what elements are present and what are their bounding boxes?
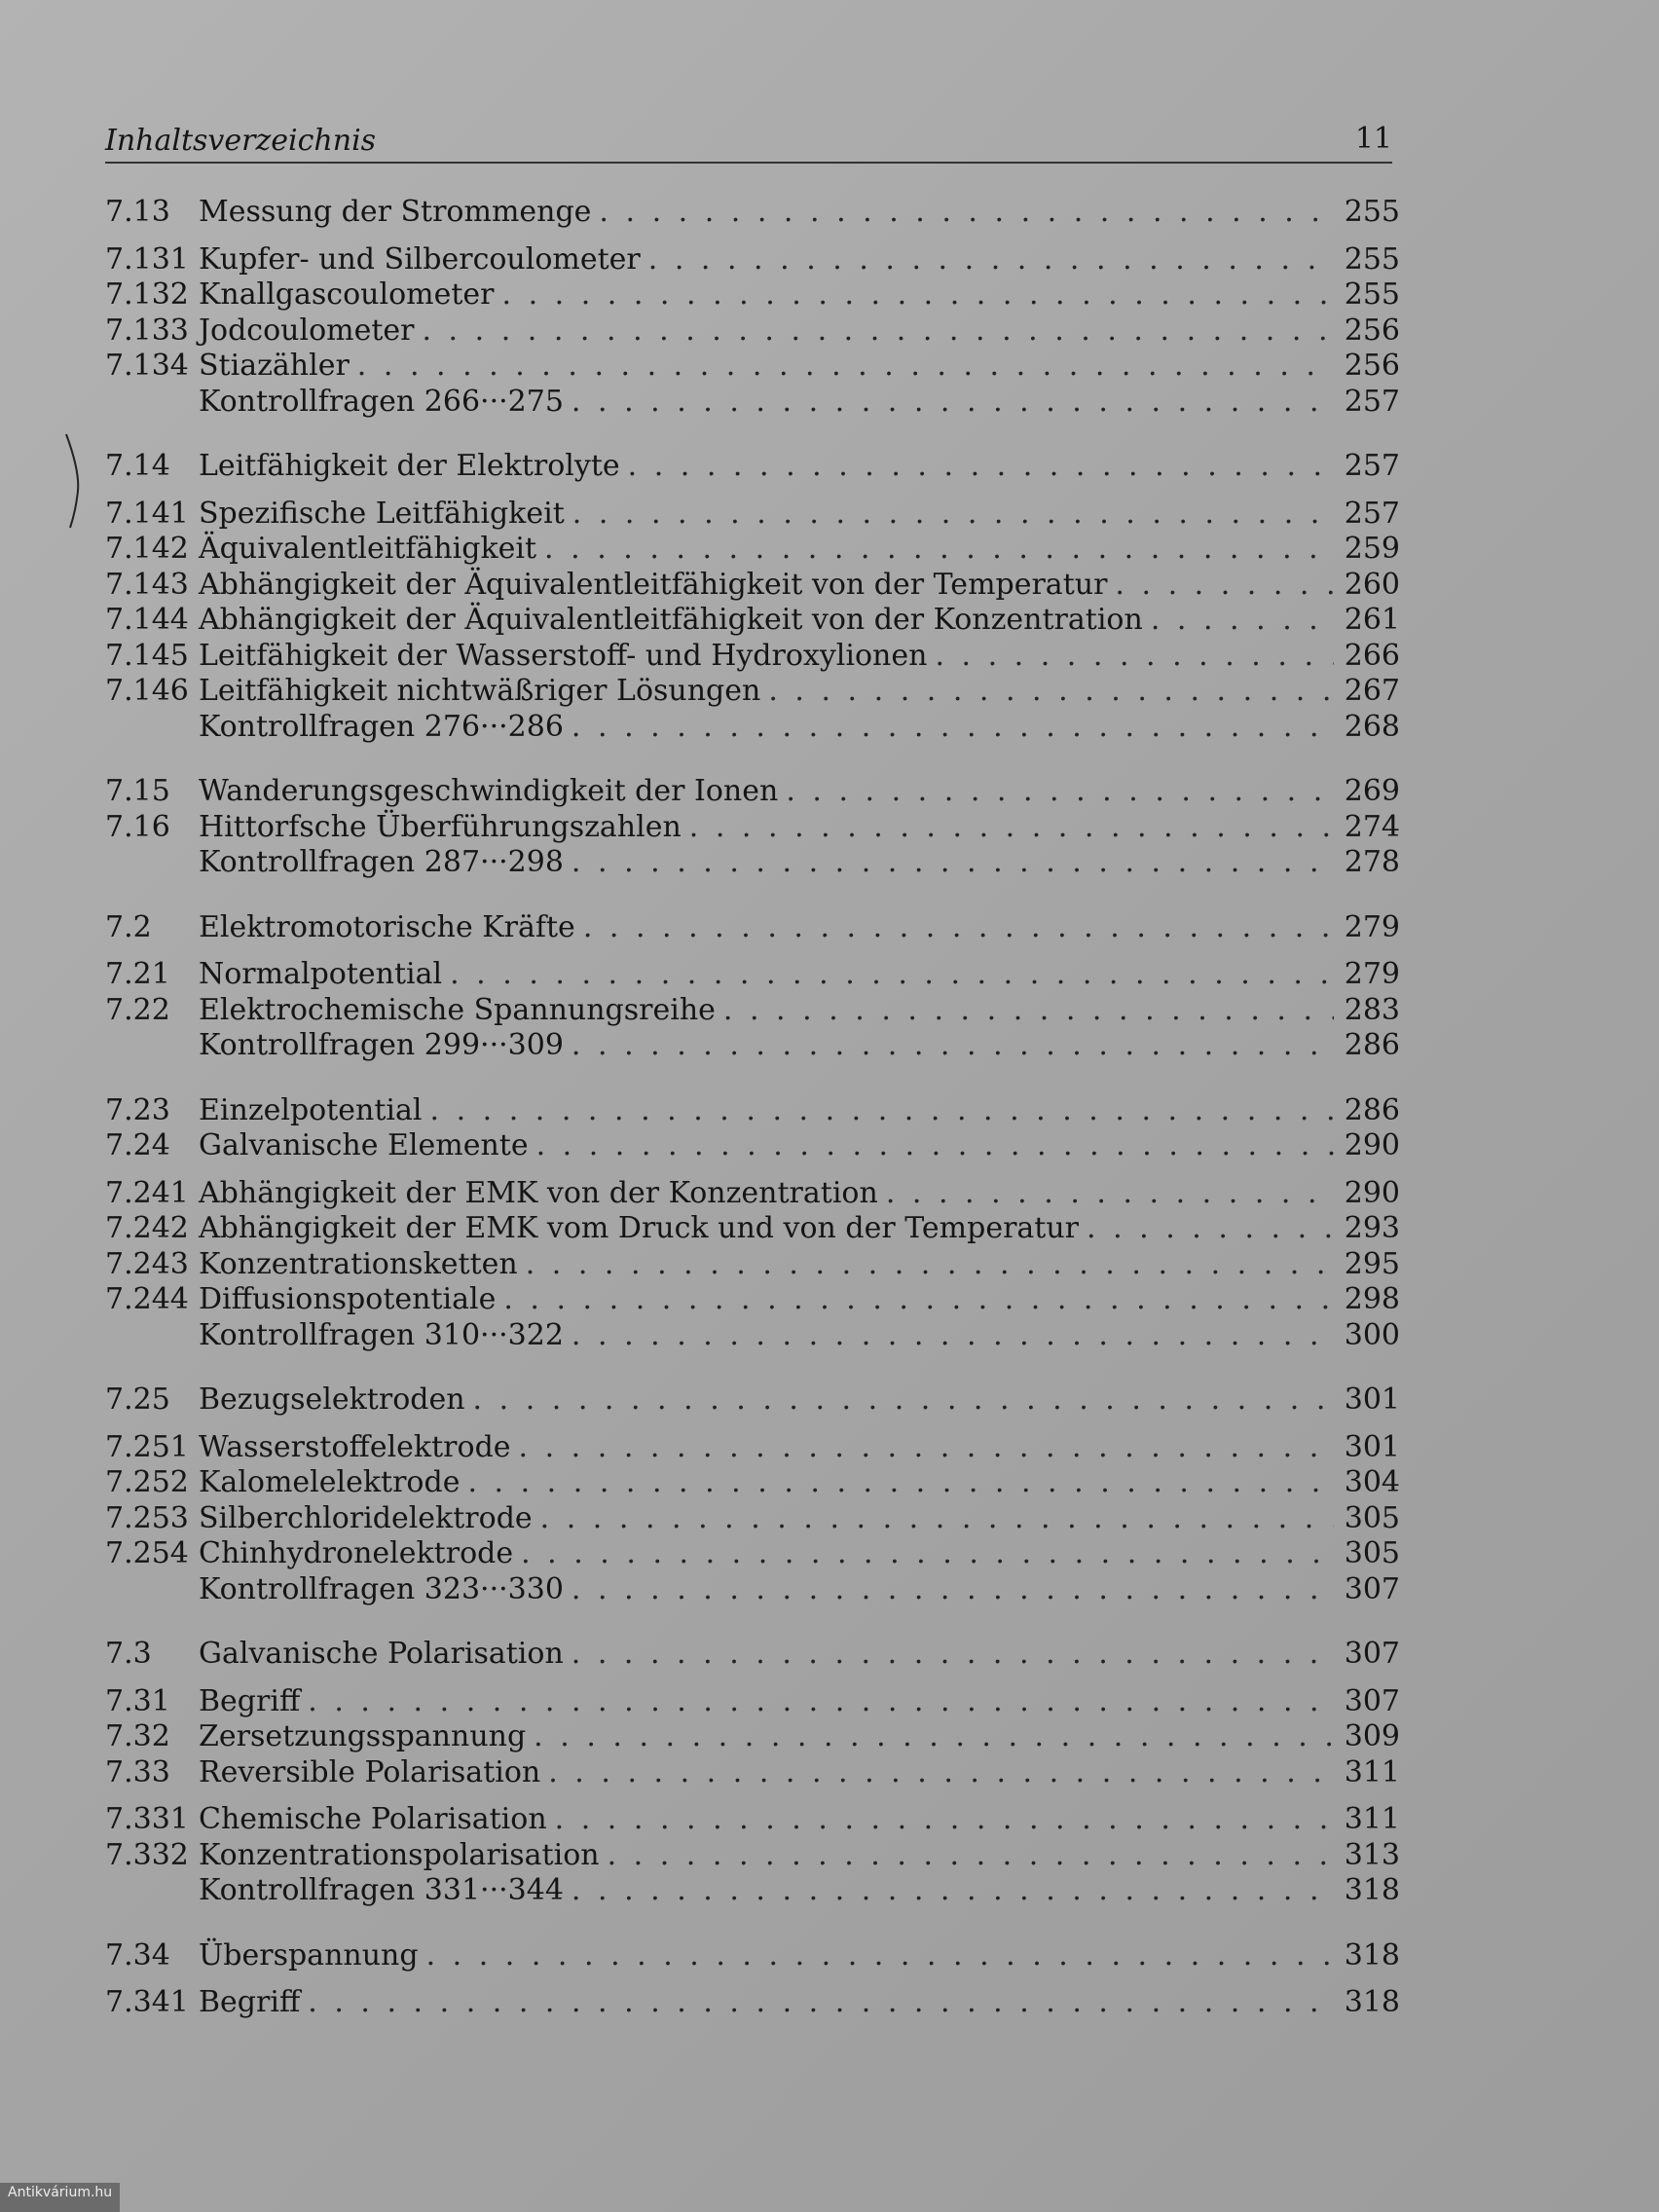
toc-entry-number: 7.252 xyxy=(105,1465,189,1499)
toc-entry-page: 286 xyxy=(1344,1092,1400,1127)
toc-entry-title: Chinhydronelektrode xyxy=(199,1536,514,1570)
leader-dots xyxy=(571,845,1334,881)
leader-dots xyxy=(571,1318,1334,1354)
leader-dots xyxy=(608,1838,1334,1874)
toc-entry xyxy=(105,1938,1400,1974)
toc-entry-number: 7.144 xyxy=(105,603,189,637)
toc-entry-title: Stiazähler xyxy=(199,349,350,383)
toc-entry-page: 318 xyxy=(1344,1937,1400,1972)
leader-dots xyxy=(571,1637,1334,1673)
leader-dots xyxy=(786,774,1334,810)
leader-dots xyxy=(308,1985,1334,2021)
toc-entry xyxy=(105,1637,1400,1673)
toc-entry xyxy=(105,313,1400,350)
toc-entry-page: 283 xyxy=(1344,992,1400,1027)
pencil-margin-mark xyxy=(62,432,86,530)
toc-entry-review xyxy=(105,1028,1400,1064)
toc-entry-number: 7.15 xyxy=(105,774,170,808)
toc-entry xyxy=(105,1719,1400,1755)
leader-dots xyxy=(503,1282,1334,1318)
leader-dots xyxy=(571,1572,1334,1608)
toc-entry-number: 7.21 xyxy=(105,957,170,991)
leader-dots xyxy=(536,1128,1334,1164)
toc-entry-page: 295 xyxy=(1344,1246,1400,1281)
leader-dots xyxy=(548,1755,1334,1791)
toc-entry-page: 267 xyxy=(1344,674,1400,708)
toc-entry-number: 7.331 xyxy=(105,1802,189,1836)
toc-entry-page: 301 xyxy=(1344,1382,1400,1417)
leader-dots xyxy=(572,497,1334,533)
toc-entry-number: 7.133 xyxy=(105,313,189,348)
toc-entry-page: 309 xyxy=(1344,1719,1400,1753)
toc-entry-title: Abhängigkeit der EMK von der Konzentration xyxy=(199,1175,878,1210)
toc-entry-number: 7.33 xyxy=(105,1754,170,1789)
toc-entry-review xyxy=(105,1572,1400,1608)
toc-entry-page: 305 xyxy=(1344,1500,1400,1535)
leader-dots xyxy=(422,313,1334,350)
toc-entry-number: 7.24 xyxy=(105,1128,170,1162)
toc-entry-page: 279 xyxy=(1344,909,1400,944)
leader-dots xyxy=(648,242,1334,278)
toc-entry-number: 7.131 xyxy=(105,241,189,276)
toc-entry-title: Normalpotential xyxy=(199,957,443,991)
toc-entry-title: Jodcoulometer xyxy=(199,313,415,348)
toc-entry-title: Galvanische Elemente xyxy=(199,1128,529,1162)
leader-dots xyxy=(526,1247,1334,1283)
toc-entry xyxy=(105,1838,1400,1874)
toc-entry-page: 269 xyxy=(1344,774,1400,808)
toc-entry-page: 259 xyxy=(1344,532,1400,566)
toc-entry-number: 7.23 xyxy=(105,1092,170,1127)
toc-entry-number: 7.243 xyxy=(105,1246,189,1281)
toc-entry xyxy=(105,195,1400,231)
leader-dots xyxy=(521,1536,1334,1572)
toc-entry-page: 274 xyxy=(1344,809,1400,844)
leader-dots xyxy=(308,1684,1334,1720)
toc-entry-title: Überspannung xyxy=(199,1937,419,1972)
toc-entry-title: Kontrollfragen 331···344 xyxy=(199,1873,564,1907)
toc-entry xyxy=(105,774,1400,810)
toc-entry-page: 293 xyxy=(1344,1211,1400,1245)
watermark: Antikvárium.hu xyxy=(0,2183,120,2212)
toc-entry xyxy=(105,1093,1400,1129)
toc-entry-number: 7.32 xyxy=(105,1719,170,1753)
toc-entry-page: 256 xyxy=(1344,313,1400,348)
toc-entry xyxy=(105,1536,1400,1572)
toc-entry-title: Chemische Polarisation xyxy=(199,1802,547,1836)
leader-dots xyxy=(571,710,1334,746)
toc-entry-number: 7.142 xyxy=(105,532,189,566)
toc-entry-title: Begriff xyxy=(199,1985,301,2019)
toc-entry-page: 307 xyxy=(1344,1637,1400,1671)
toc-entry xyxy=(105,1282,1400,1318)
toc-entry xyxy=(105,1465,1400,1501)
leader-dots xyxy=(544,532,1334,568)
leader-dots xyxy=(768,674,1334,710)
leader-dots xyxy=(519,1430,1334,1466)
leader-dots xyxy=(571,1873,1334,1909)
toc-entry-page: 279 xyxy=(1344,957,1400,991)
toc-entry-page: 260 xyxy=(1344,567,1400,602)
toc-entry-title: Kupfer- und Silbercoulometer xyxy=(199,241,641,276)
toc-entry-title: Zersetzungsspannung xyxy=(199,1719,527,1753)
toc-entry-title: Konzentrationspolarisation xyxy=(199,1837,600,1872)
toc-entry xyxy=(105,532,1400,568)
toc-entry-title: Leitfähigkeit nichtwäßriger Lösungen xyxy=(199,674,761,708)
toc-entry-title: Diffusionspotentiale xyxy=(199,1282,497,1316)
toc-entry-title: Hittorfsche Überführungszahlen xyxy=(199,809,682,844)
toc-entry-number: 7.13 xyxy=(105,195,170,229)
toc-entry xyxy=(105,993,1400,1029)
toc-entry-page: 318 xyxy=(1344,1985,1400,2019)
toc-entry-page: 290 xyxy=(1344,1128,1400,1162)
toc-entry-page: 255 xyxy=(1344,277,1400,312)
toc-entry-title: Galvanische Polarisation xyxy=(199,1637,564,1671)
toc-entry-title: Leitfähigkeit der Elektrolyte xyxy=(199,449,620,483)
toc-entry-page: 278 xyxy=(1344,845,1400,879)
toc-entry-page: 304 xyxy=(1344,1465,1400,1499)
leader-dots xyxy=(886,1176,1334,1212)
toc-entry-page: 318 xyxy=(1344,1873,1400,1907)
toc-entry-page: 300 xyxy=(1344,1317,1400,1352)
toc-entry xyxy=(105,497,1400,533)
toc-entry-title: Kontrollfragen 299···309 xyxy=(199,1028,564,1062)
toc-entry-page: 256 xyxy=(1344,349,1400,383)
toc-entry-page: 313 xyxy=(1344,1837,1400,1872)
toc-entry xyxy=(105,568,1400,604)
toc-entry xyxy=(105,1684,1400,1720)
toc-entry-number: 7.14 xyxy=(105,449,170,483)
toc-entry-number: 7.332 xyxy=(105,1837,189,1872)
toc-entry-number: 7.16 xyxy=(105,809,170,844)
leader-dots xyxy=(583,910,1334,946)
running-title: Inhaltsverzeichnis xyxy=(105,124,377,158)
toc-entry-page: 266 xyxy=(1344,638,1400,673)
toc-entry-number: 7.25 xyxy=(105,1382,170,1417)
toc-entry xyxy=(105,1430,1400,1466)
toc-entry xyxy=(105,639,1400,675)
toc-entry-title: Kontrollfragen 323···330 xyxy=(199,1571,564,1606)
leader-dots xyxy=(628,449,1334,485)
toc-entry xyxy=(105,1176,1400,1212)
leader-dots xyxy=(935,639,1334,675)
toc-entry-number: 7.254 xyxy=(105,1536,189,1570)
toc-entry-page: 286 xyxy=(1344,1028,1400,1062)
toc-entry xyxy=(105,449,1400,485)
toc-entry-title: Konzentrationsketten xyxy=(199,1246,518,1281)
toc-entry-page: 311 xyxy=(1344,1802,1400,1836)
toc-entry-number: 7.341 xyxy=(105,1985,189,2019)
toc-entry-page: 311 xyxy=(1344,1754,1400,1789)
toc-entry-number: 7.241 xyxy=(105,1175,189,1210)
toc-entry-title: Äquivalentleitfähigkeit xyxy=(199,532,537,566)
toc-entry-number: 7.145 xyxy=(105,638,189,673)
leader-dots xyxy=(723,993,1334,1029)
toc-entry xyxy=(105,603,1400,639)
toc-entry-title: Kontrollfragen 266···275 xyxy=(199,384,564,419)
leader-dots xyxy=(430,1093,1335,1129)
toc-entry-page: 301 xyxy=(1344,1429,1400,1464)
toc-entry-page: 307 xyxy=(1344,1571,1400,1606)
toc-entry-title: Abhängigkeit der EMK vom Druck und von der Temperatur xyxy=(199,1211,1080,1245)
toc-entry-page: 307 xyxy=(1344,1683,1400,1718)
toc-entry xyxy=(105,1985,1400,2021)
toc-entry-title: Begriff xyxy=(199,1683,301,1718)
toc-entry-number: 7.34 xyxy=(105,1937,170,1972)
toc-entry-title: Abhängigkeit der Äquivalentleitfähigkeit von der Temperatur xyxy=(199,567,1108,602)
leader-dots xyxy=(689,810,1334,846)
toc-entry-number: 7.242 xyxy=(105,1211,189,1245)
leader-dots xyxy=(1087,1211,1334,1247)
toc-entry xyxy=(105,1247,1400,1283)
toc-entry-review xyxy=(105,710,1400,746)
toc-entry-title: Kontrollfragen 310···322 xyxy=(199,1317,564,1352)
toc-entry-number: 7.143 xyxy=(105,567,189,602)
leader-dots xyxy=(1151,603,1334,639)
toc-entry-page: 257 xyxy=(1344,449,1400,483)
toc-entry-page: 268 xyxy=(1344,709,1400,744)
toc-entry-page: 298 xyxy=(1344,1282,1400,1316)
toc-entry-title: Abhängigkeit der Äquivalentleitfähigkeit von der Konzentration xyxy=(199,603,1143,637)
toc-entry-title: Leitfähigkeit der Wasserstoff- und Hydroxylionen xyxy=(199,638,928,673)
toc-entry-title: Elektrochemische Spannungsreihe xyxy=(199,992,716,1027)
toc-entry-number: 7.132 xyxy=(105,277,189,312)
toc-entry xyxy=(105,1755,1400,1791)
toc-entry-title: Silberchloridelektrode xyxy=(199,1500,533,1535)
toc-entry-review xyxy=(105,1318,1400,1354)
table-of-contents xyxy=(105,195,1400,2021)
toc-entry-page: 261 xyxy=(1344,603,1400,637)
toc-entry-page: 255 xyxy=(1344,195,1400,229)
toc-entry-page: 290 xyxy=(1344,1175,1400,1210)
leader-dots xyxy=(467,1465,1334,1501)
toc-entry-number: 7.134 xyxy=(105,349,189,383)
toc-entry-title: Kalomelelektrode xyxy=(199,1465,461,1499)
page-number: 11 xyxy=(1354,122,1392,156)
toc-entry-review xyxy=(105,845,1400,881)
toc-entry xyxy=(105,810,1400,846)
toc-entry xyxy=(105,242,1400,278)
leader-dots xyxy=(540,1501,1334,1537)
toc-entry xyxy=(105,349,1400,385)
toc-entry xyxy=(105,1382,1400,1419)
toc-entry xyxy=(105,957,1400,993)
toc-entry-page: 257 xyxy=(1344,496,1400,531)
toc-entry-title: Messung der Strommenge xyxy=(199,195,592,229)
leader-dots xyxy=(599,195,1334,231)
toc-entry-title: Bezugselektroden xyxy=(199,1382,465,1417)
toc-entry-number: 7.22 xyxy=(105,992,170,1027)
toc-entry-title: Kontrollfragen 287···298 xyxy=(199,845,564,879)
toc-entry xyxy=(105,910,1400,946)
toc-entry-title: Wasserstoffelektrode xyxy=(199,1429,511,1464)
toc-entry xyxy=(105,1501,1400,1537)
toc-entry-number: 7.3 xyxy=(105,1637,152,1671)
toc-entry xyxy=(105,1211,1400,1247)
page-header xyxy=(105,115,1392,164)
toc-entry-number: 7.141 xyxy=(105,496,189,531)
toc-entry-page: 255 xyxy=(1344,241,1400,276)
toc-entry xyxy=(105,1802,1400,1838)
toc-entry-page: 257 xyxy=(1344,384,1400,419)
toc-entry xyxy=(105,674,1400,710)
leader-dots xyxy=(502,277,1335,313)
leader-dots xyxy=(357,349,1334,385)
toc-entry-title: Knallgascoulometer xyxy=(199,277,495,312)
toc-entry-title: Kontrollfragen 276···286 xyxy=(199,709,564,744)
leader-dots xyxy=(555,1802,1334,1838)
toc-entry-review xyxy=(105,1873,1400,1909)
toc-entry-title: Wanderungsgeschwindigkeit der Ionen xyxy=(199,774,779,808)
leader-dots xyxy=(450,957,1334,993)
toc-entry-number: 7.253 xyxy=(105,1500,189,1535)
leader-dots xyxy=(571,385,1334,421)
toc-entry-number: 7.251 xyxy=(105,1429,189,1464)
toc-entry-page: 305 xyxy=(1344,1536,1400,1570)
toc-entry-number: 7.2 xyxy=(105,909,152,944)
leader-dots xyxy=(473,1382,1334,1419)
leader-dots xyxy=(426,1938,1334,1974)
toc-entry-title: Elektromotorische Kräfte xyxy=(199,909,575,944)
leader-dots xyxy=(1115,568,1334,604)
toc-entry-title: Reversible Polarisation xyxy=(199,1754,541,1789)
toc-entry-number: 7.146 xyxy=(105,674,189,708)
toc-entry-title: Einzelpotential xyxy=(199,1092,423,1127)
leader-dots xyxy=(534,1719,1334,1755)
leader-dots xyxy=(571,1028,1334,1064)
toc-entry xyxy=(105,277,1400,313)
toc-entry-review xyxy=(105,385,1400,421)
toc-entry-number: 7.31 xyxy=(105,1683,170,1718)
toc-entry-title: Spezifische Leitfähigkeit xyxy=(199,496,565,531)
toc-entry-number: 7.244 xyxy=(105,1282,189,1316)
toc-entry xyxy=(105,1128,1400,1164)
